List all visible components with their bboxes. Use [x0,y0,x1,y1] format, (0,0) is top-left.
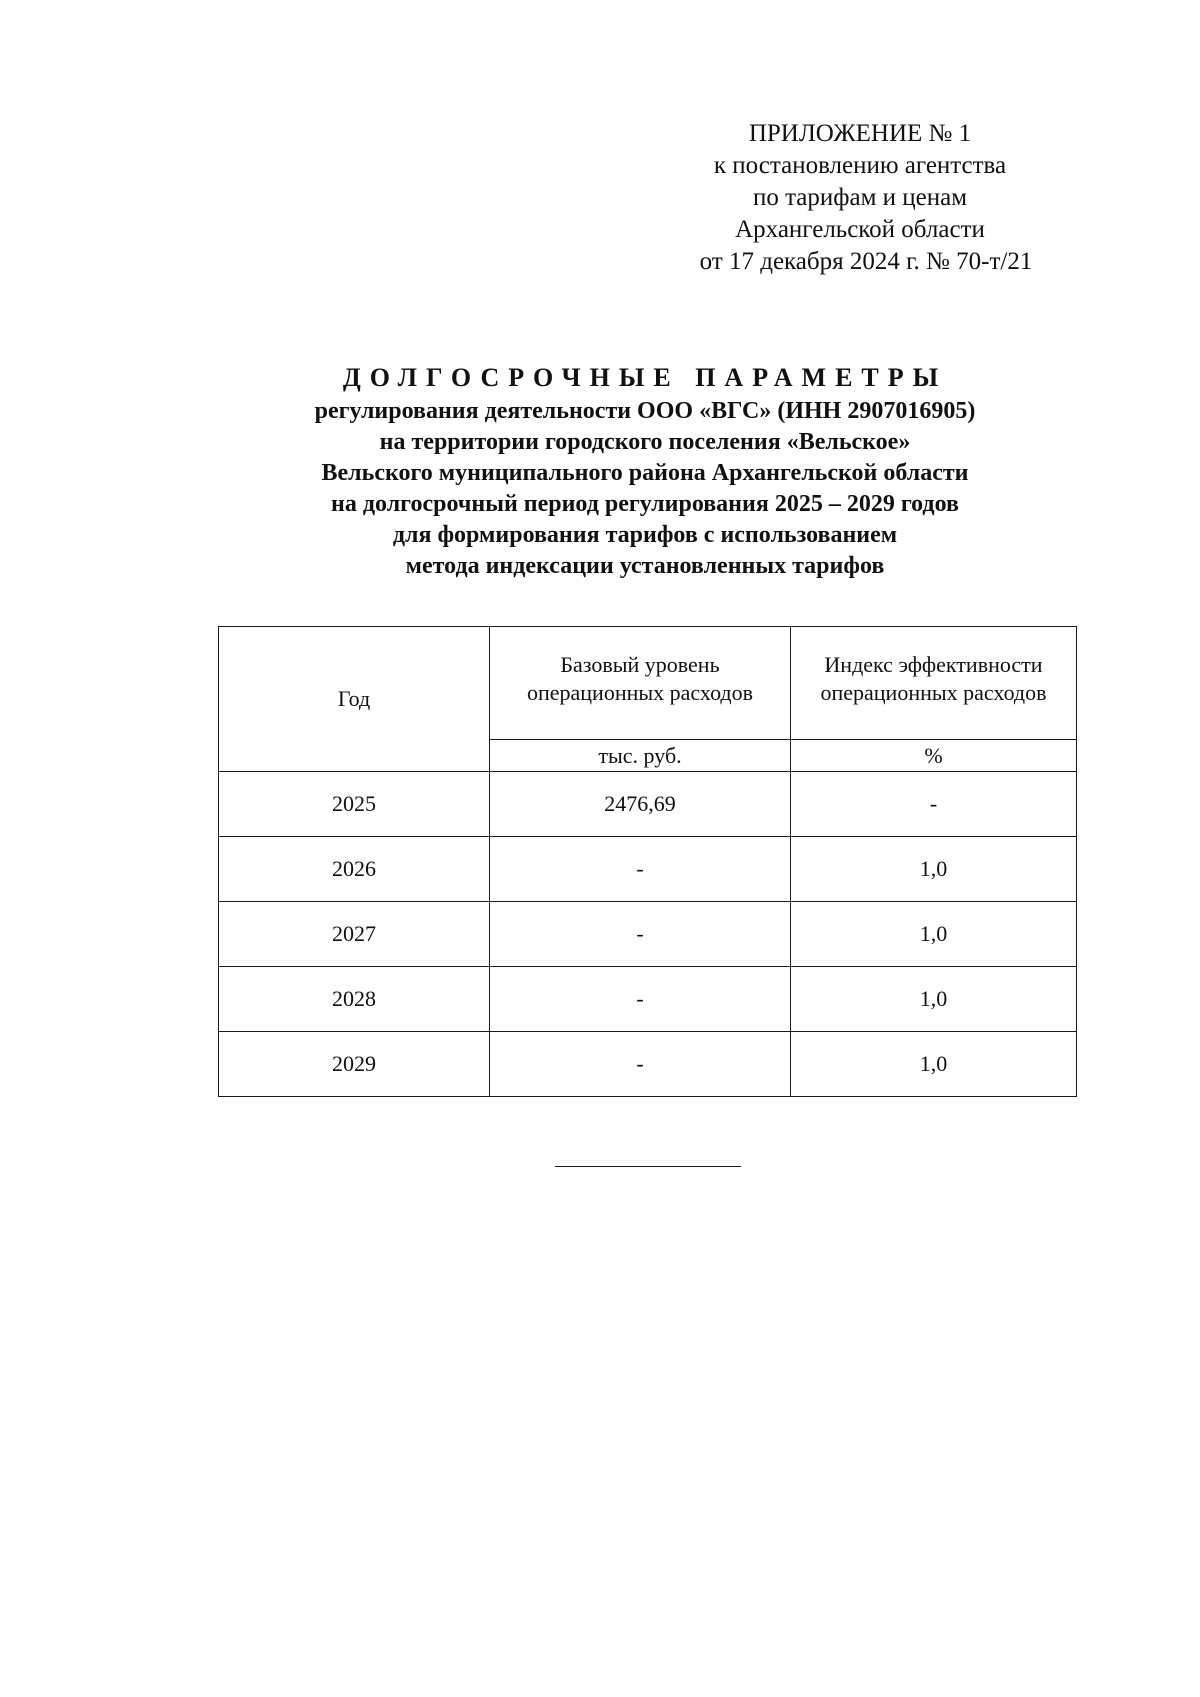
title-line: на территории городского поселения «Вельское» [379,429,911,455]
cell-year: 2028 [219,967,490,1032]
appendix-number: ПРИЛОЖЕНИЕ № 1 [748,120,972,147]
cell-year: 2025 [219,772,490,837]
table-row [219,902,1077,967]
appendix-region-line: Архангельской области [735,216,985,243]
unit-base-level: тыс. руб. [490,740,791,772]
cell-base-level: - [490,837,791,902]
header-base-level: Базовый уровень операционных расходов [490,627,791,740]
closing-rule [555,1166,741,1167]
table-row [219,967,1077,1032]
cell-efficiency-index: 1,0 [791,967,1077,1032]
table-row [219,772,1077,837]
cell-efficiency-index: 1,0 [791,1032,1077,1097]
document-title [160,360,1130,582]
appendix-agency-line: по тарифам и ценам [752,184,968,211]
appendix-resolution-line: к постановлению агентства [713,152,1007,179]
cell-efficiency-index: 1,0 [791,837,1077,902]
title-line: регулирования деятельности ООО «ВГС» (ИНН 2907016905) [314,398,976,424]
table-row [219,837,1077,902]
title-line: Вельского муниципального района Архангельской области [321,460,969,486]
cell-base-level: - [490,967,791,1032]
cell-base-level: - [490,902,791,967]
header-year: Год [219,627,490,772]
unit-efficiency-index: % [791,740,1077,772]
parameters-table [218,626,1077,1097]
appendix-date-line: от 17 декабря 2024 г. № 70-т/21 [699,248,1033,275]
cell-year: 2026 [219,837,490,902]
title-line: для формирования тарифов с использованием [392,522,898,548]
header-efficiency-index: Индекс эффективности операционных расходов [791,627,1077,740]
cell-efficiency-index: 1,0 [791,902,1077,967]
cell-base-level: 2476,69 [490,772,791,837]
title-line: метода индексации установленных тарифов [405,553,885,579]
cell-year: 2029 [219,1032,490,1097]
table-header-row [219,627,1077,740]
cell-efficiency-index: - [791,772,1077,837]
table-row [219,1032,1077,1097]
appendix-block [660,118,1060,278]
cell-base-level: - [490,1032,791,1097]
title-heading: ДОЛГОСРОЧНЫЕ ПАРАМЕТРЫ [342,363,948,392]
title-line: на долгосрочный период регулирования 2025 – 2029 годов [331,491,959,517]
cell-year: 2027 [219,902,490,967]
